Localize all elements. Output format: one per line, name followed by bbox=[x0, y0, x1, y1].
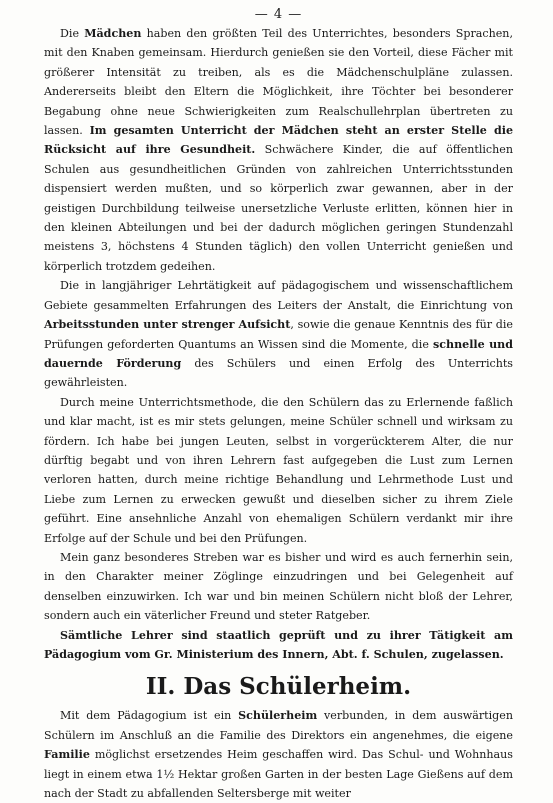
emphasized-text: Schülerheim bbox=[238, 709, 318, 723]
paragraph-text: Mit dem Pädagogium ist ein bbox=[60, 709, 239, 723]
emphasized-text: Arbeitsstunden unter strenger Aufsicht bbox=[44, 318, 291, 332]
paragraph-text: Schwächere Kinder, die auf öffentlichen Schulen aus gesundheitlichen Gründen von zahlreichen Unterrichtsstunden dispensiert werden mußten, und so körperlich zwar gewannen, aber in der geistigen Durchbildung teilweise unersetzliche Verluste erlitten, können hier in den kleinen Abteilungen und bei der dadurch möglichen geringen Stundenzahl meistens 3, höchstens 4 Stunden täglich) den vollen Unterricht genießen und körperlich trotzdem gedeihen. bbox=[44, 143, 513, 273]
section-heading bbox=[44, 672, 513, 702]
emphasized-text: Familie bbox=[44, 748, 90, 762]
paragraph bbox=[44, 626, 513, 665]
paragraph-text: verbunden, in dem auswärtigen Schülern im Anschluß an die Familie des Direktors ein angenehmes, die eigene bbox=[44, 709, 513, 742]
section-number: II. bbox=[145, 673, 176, 701]
paragraph-text: möglichst ersetzendes Heim geschaffen wird. Das Schul- und Wohnhaus liegt in einem etwa 1½ Hektar großen Garten in der besten Lage Gießens auf dem nach der Stadt zu abfallenden Seltersberge mit weiter bbox=[44, 748, 513, 801]
paragraph-text: Durch meine Unterrichtsmethode, die den Schülern das zu Erlernende faßlich und klar macht, ist es mir stets gelungen, meine Schüler schnell und wirksam zu fördern. Ich habe bei jungen Leuten, selbst in vorgerückterem Alter, die nur dürftig begabt und von ihren Lehrern fast aufgegeben die Lust zum Lernen verloren hatten, durch meine richtige Behandlung und Lehrmethode Lust und Liebe zum Lernen zu erwecken gewußt und dieselben sicher zu ihrem Ziele geführt. Eine ansehnliche Anzahl von ehemaligen Schülern verdankt mir ihre Erfolge auf der Schule und bei den Prüfungen. bbox=[44, 395, 513, 545]
emphasized-text: Mädchen bbox=[84, 27, 142, 40]
paragraph bbox=[44, 276, 513, 392]
emphasized-text: Im gesamten Unterricht der Mädchen steht an erster Stelle die Rücksicht auf ihre Gesundheit. bbox=[44, 124, 513, 157]
emphasized-text: Sämtliche Lehrer sind staatlich geprüft und zu ihrer Tätigkeit am Pädagogium vom Gr. Ministerium des Innern, Abt. f. Schulen, zugelassen. bbox=[44, 628, 513, 661]
paragraph bbox=[44, 393, 513, 548]
page-number: — 4 — bbox=[254, 7, 303, 22]
paragraph-text: Mein ganz besonderes Streben war es bisher und wird es auch fernerhin sein, in den Charakter meiner Zöglinge einzudringen und bei Gelegenheit auf denselben einzuwirken. Ich war und bin meinen Schülern nicht bloß der Lehrer, sondern auch ein väterlicher Freund und steter Ratgeber. bbox=[44, 550, 513, 623]
body-text-section-2 bbox=[44, 706, 513, 803]
paragraph bbox=[44, 548, 513, 626]
paragraph-text: , sowie die genaue Kenntnis des für die Prüfungen geforderten Quantums an Wissen sind die Momente, die bbox=[44, 318, 513, 351]
paragraph-text: haben den größten Teil des Unterrichtes, besonders Sprachen, mit den Knaben gemeinsam. Hierdurch genießen sie den Vorteil, diese Fächer mit größerer Intensität zu treiben, als es die Mädchenschulpläne zulassen. Andererseits bleibt den Eltern die Möglichkeit, ihre Töchter bei besonderer Begabung ohne neue Schwierigkeiten zum Realschullehrplan übertreten zu lassen. bbox=[44, 27, 513, 138]
paragraph bbox=[44, 706, 513, 803]
paragraph-text: des Schülers und einen Erfolg des Unterrichts gewährleisten. bbox=[44, 356, 514, 390]
paragraph-text: Die in langjähriger Lehrtätigkeit auf pädagogischem und wissenschaftlichem Gebiete gesammelten Erfahrungen des Leiters der Anstalt, die Einrichtung von bbox=[44, 279, 513, 312]
body-text-section-1 bbox=[44, 24, 513, 664]
paragraph-text: Die bbox=[60, 27, 85, 40]
section-title: Das Schülerheim. bbox=[183, 673, 412, 701]
paragraph bbox=[44, 24, 513, 276]
emphasized-text: schnelle und dauernde Förderung bbox=[44, 337, 513, 370]
